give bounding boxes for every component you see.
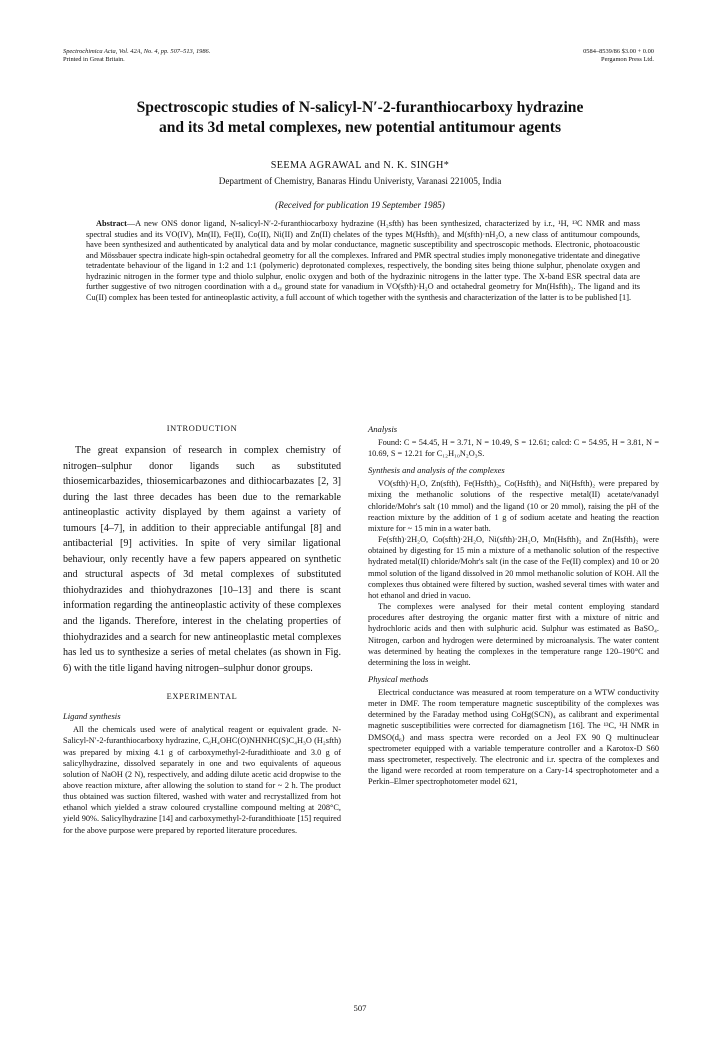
- abstract: [86, 219, 640, 303]
- introduction-text: The great expansion of research in complex chemistry of nitrogen–sulphur donor ligands such as substituted thiosemicarbazides, thiosemicarbazones and dithiocarbazates [2, 3] during the last three decades has been due to the remarkable antineoplastic activity displayed by them against a variety of tumours [4–7], in addition to their appreciable antifungal [8] and antibacterial [9] activities. In spite of very similar ligational behaviour, only recently have a few papers appeared on synthetic and structural aspects of 3d metal complexes of substituted thiohydrazides and thiohydrazones [10–13] and there is scant information regarding the antineoplastic activity of these complexes and the ligands. Therefore, interest in the chelating properties of thiohydrazides and a search for new antineoplastic metal complexes has led us to synthesize a series of metal chelates (as shown in Fig. 6) with the title ligand having nitrogen–sulphur donor groups.: [63, 445, 341, 674]
- journal-header-left: [63, 48, 210, 65]
- abstract-text: —A new ONS donor ligand, N-salicyl-N′-2-furanthiocarboxy hydrazine (H₂sfth) has been synthesized, characterized by i.r., ¹H, ¹³C NMR and mass spectral studies and its VO(IV), Mn(II), Fe(II), Co(II), Ni(II) and Zn(II) chelates of the types M(Hsfth)₂ and M(sfth)·nH₂O, a new class of antitumour compounds, have been synthesized and authenticated by analytical data and by molar conductance, magnetic susceptibility and spectroscopic methods. Electronic, photoacoustic and Mössbauer spectra indicate high-spin octahedral geometry for all the complexes. Infrared and PMR spectral studies imply mononegative tridentate and dinegative tetradentate behaviour of the ligand in 1:2 and 1:1 (polymeric) deprotonated complexes, respectively, the bonding sites being thione sulphur, phenolate oxygen and hydrazinic nitrogen in the former type and thiolo sulphur, enolic oxygen and both of the hydrazinic nitrogens in the latter type. The X-band ESR spectral data are further suggestive of two nitrogen coordination with a dₓᵧ ground state for vanadium in VO(sfth)·H₂O and octahedral geometry for Mn(Hsfth)₂. The ligand and its Cu(II) complex has been tested for antineoplastic activity, a full account of which together with the synthesis and characterization of the latter is to be published [1].: [86, 219, 640, 302]
- synthesis-heading: Synthesis and analysis of the complexes: [368, 465, 505, 476]
- issn-price: 0584–8539/86 $3.00 + 0.00: [583, 48, 654, 55]
- ligand-synthesis-heading: Ligand synthesis: [63, 711, 121, 722]
- paper-title-line-2: and its 3d metal complexes, new potential antitumour agents: [158, 119, 562, 136]
- introduction-heading: INTRODUCTION: [166, 424, 238, 433]
- right-column: [368, 424, 659, 787]
- paper-title-line-1: Spectroscopic studies of N-salicyl-N′-2-furanthiocarboxy hydrazine: [136, 99, 584, 116]
- analysis-text: Found: C = 54.45, H = 3.71, N = 10.49, S = 12.61; calcd: C = 54.95, H = 3.81, N = 10.69, S = 12.21 for C₁₂H₁₀N₂O₃S.: [368, 438, 659, 459]
- affiliation: Department of Chemistry, Banaras Hindu Univeristy, Varanasi 221005, India: [218, 176, 502, 186]
- synthesis-paragraph-3: The complexes were analysed for their metal content employing standard procedures after destroying the organic matter first with a mixture of nitric and hydrochloric acids and then with sulphuric acid. Sulphur was estimated as BaSO₄. Nitrogen, carbon and hydrogen were determined by microanalysis. The water content was determined by heating the complexes in the temperature range 120–190°C and determining the loss in weight.: [368, 602, 659, 667]
- abstract-label: Abstract: [96, 219, 127, 228]
- received-date: [63, 200, 657, 210]
- physical-methods-heading: Physical methods: [368, 673, 429, 684]
- paper-title: [63, 98, 657, 138]
- journal-header-right: [583, 48, 654, 65]
- analysis-heading: Analysis: [368, 424, 398, 434]
- authors: SEEMA AGRAWAL and N. K. SINGH*: [270, 160, 450, 171]
- synthesis-paragraph-2: Fe(sfth)·2H₂O, Co(sfth)·2H₂O, Ni(sfth)·2H₂O, Mn(Hsfth)₂ and Zn(Hsfth)₂ were obtained by digesting for 15 min a mixture of a methanolic solution of the respective hydrated metal(II) chloride/Mohr's salt (in the case of the Fe(II) complex) and 10 or 20 mmol solution of the ligand dissolved in 20 mmol methanolic solution of KOH. All the complexes thus obtained were filtered by suction, washed several times with water and hot ethanol and dried in vacuo.: [368, 535, 659, 600]
- page-number: 507: [353, 1003, 367, 1013]
- received-text: (Received for publication 19 September 1985): [275, 200, 445, 210]
- journal-citation: Spectrochimica Acta, Vol. 42A, No. 4, pp. 507–513, 1986.: [63, 48, 211, 55]
- synthesis-paragraph-1: VO(sfth)·H₂O, Zn(sfth), Fe(Hsfth)₂, Co(Hsfth)₂ and Ni(Hsfth)₂ were prepared by mixing the methanolic solutions of the respective metal(II) acetate/vanadyl chloride/Mohr's salt (10 mmol) and the ligand (10 or 20 mmol), raising the pH of the reaction mixture by the addition of 1 g of sodium acetate and heating the reaction mixture for ~ 15 min in a water bath.: [368, 479, 659, 533]
- publisher: Pergamon Press Ltd.: [601, 56, 654, 64]
- left-column: [63, 424, 341, 836]
- experimental-heading: EXPERIMENTAL: [166, 692, 238, 702]
- printed-in: Printed in Great Britain.: [63, 56, 125, 64]
- ligand-synthesis-text: All the chemicals used were of analytical reagent or equivalent grade. N-Salicyl-N′-2-furanthiocarboxy hydrazine, C₆H₄OHC(O)NHNHC(S)C₄H₃O (H₂sfth) was prepared by mixing 4.1 g of carboxymethyl-2-furadithioate and 3.0 g of salicylhydrazine, dissolved separately in one and two equivalents of aqueous solution of NaOH (2 N), respectively, and adding dilute acetic acid dropwise to the above reaction mixture, after allowing the solution to stand for ~ 2 h. The product thus obtained was suction filtered, washed with water and recrystallized from hot ethanol which yielded a straw coloured crystalline compound melting at 208°C, yield 90%. Salicylhydrazine [14] and carboxymethyl-2-furandithioate [15] required for the above purpose were prepared by reported literature procedures.: [63, 725, 341, 835]
- physical-methods-text: Electrical conductance was measured at room temperature on a WTW conductivity meter in DMF. The room temperature magnetic susceptibility of the complexes was determined by the Faraday method using CoHg(SCN)₄ as calibrant and experimental magnetic susceptibilities were corrected for diamagnetism [16]. The ¹³C, ¹H NMR in DMSO(d₆) and mass spectra were recorded on a Jeol FX 90 Q multinuclear spectrometer equipped with a variable temperature controller and a Karotox-D S60 mass spectrometer, respectively. The electronic and i.r. spectra of the complexes and the ligand were recorded at room temperature on a Cary-14 spectrophotometer and a Perkin–Elmer spectrophotometer model 621,: [368, 687, 659, 787]
